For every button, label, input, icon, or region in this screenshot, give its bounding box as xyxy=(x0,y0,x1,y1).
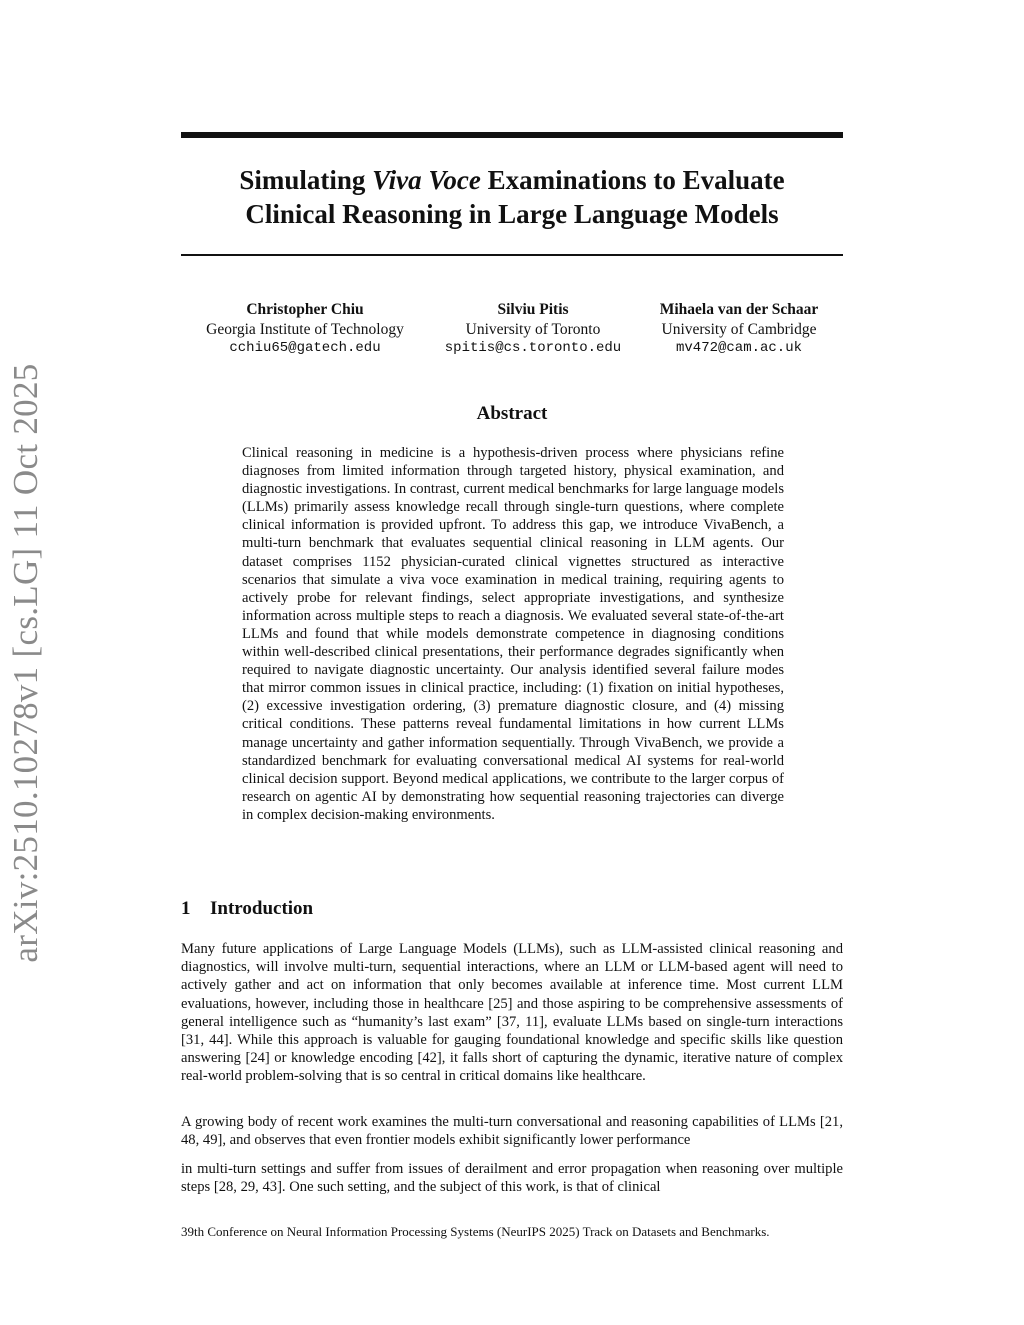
author-name: Silviu Pitis xyxy=(497,301,569,318)
title-italic: Viva Voce xyxy=(372,165,481,195)
arxiv-identifier-text: arXiv:2510.10278v1 [cs.LG] 11 Oct 2025 xyxy=(6,363,45,963)
author-email: cchiu65@gatech.edu xyxy=(229,340,381,356)
conference-footnote: 39th Conference on Neural Information Processing Systems (NeurIPS 2025) Track on Datasets and Benchmarks. xyxy=(181,1224,770,1239)
title-part2: Examinations to Evaluate xyxy=(480,165,785,195)
title-line2: Clinical Reasoning in Large Language Models xyxy=(245,199,779,229)
title-part1: Simulating xyxy=(239,165,373,195)
section-title: Introduction xyxy=(210,898,314,919)
title-bottom-rule xyxy=(181,254,843,256)
author-name: Christopher Chiu xyxy=(246,301,364,318)
section-heading xyxy=(181,898,313,920)
intro-paragraph-2: A growing body of recent work examines the multi-turn conversational and reasoning capabilities of LLMs [21, 48, 49], and observes that even frontier models exhibit significantly lower performance xyxy=(181,1114,843,1149)
author-3 xyxy=(609,300,869,358)
abstract-text: Clinical reasoning in medicine is a hypothesis-driven process where physicians refine diagnoses from limited information through targeted history, physical examination, and diagnostic investigations. In contrast, current medical benchmarks for large language models (LLMs) primarily assess knowledge recall through single-turn questions, where complete clinical information is provided upfront. To address this gap, we introduce VivaBench, a multi-turn benchmark that evaluates sequential clinical reasoning in LLM agents. Our dataset comprises 1152 physician-curated clinical vignettes structured as interactive scenarios that simulate a viva voce examination in medical training, requiring agents to actively probe for relevant findings, select appropriate investigations, and synthesize information across multiple steps to reach a diagnosis. We evaluated several state-of-the-art LLMs and found that while models demonstrate competence in diagnosing conditions within well-described clinical presentations, their performance degrades significantly when required to navigate diagnostic uncertainty. Our analysis identified several failure modes that mirror common issues in clinical practice, including: (1) fixation on initial hypotheses, (2) excessive investigation ordering, (3) premature diagnostic closure, and (4) missing critical conditions. These patterns reveal fundamental limitations in how current LLMs manage uncertainty and gather information sequentially. Through VivaBench, we provide a standardized benchmark for evaluating conversational medical AI systems for real-world clinical decision support. Beyond medical applications, we contribute to the larger corpus of research on agentic AI by demonstrating how sequential reasoning trajectories can diverge in complex decision-making environments. xyxy=(242,445,784,823)
intro-paragraph-3: in multi-turn settings and suffer from issues of derailment and error propagation when reasoning over multiple steps [28, 29, 43]. One such setting, and the subject of this work, is that of clinical xyxy=(181,1161,843,1196)
abstract-heading: Abstract xyxy=(476,403,548,424)
author-1 xyxy=(175,300,435,358)
paper-title xyxy=(181,163,843,231)
author-name: Mihaela van der Schaar xyxy=(659,301,819,318)
author-affiliation: Georgia Institute of Technology xyxy=(206,321,404,338)
title-top-rule xyxy=(181,132,843,138)
author-affiliation: University of Toronto xyxy=(465,321,601,338)
author-email: spitis@cs.toronto.edu xyxy=(444,340,622,356)
intro-paragraph-1: Many future applications of Large Language Models (LLMs), such as LLM-assisted clinical reasoning and diagnostics, will involve multi-turn, sequential interactions, where an LLM or LLM-based agent will need to actively gather and act on information that only becomes available at inference time. Most current LLM evaluations, however, including those in healthcare [25] and those aspiring to be comprehensive assessments of general intelligence such as “humanity’s last exam” [37, 11], evaluate LLMs based on single-turn interactions [31, 44]. While this approach is valuable for gauging foundational knowledge and specific skills like question answering [24] or knowledge encoding [42], it falls short of capturing the dynamic, iterative nature of complex real-world problem-solving that is so central in critical domains like healthcare. xyxy=(181,941,843,1085)
section-number: 1 xyxy=(181,898,191,919)
author-email: mv472@cam.ac.uk xyxy=(675,340,803,356)
author-affiliation: University of Cambridge xyxy=(661,321,817,338)
